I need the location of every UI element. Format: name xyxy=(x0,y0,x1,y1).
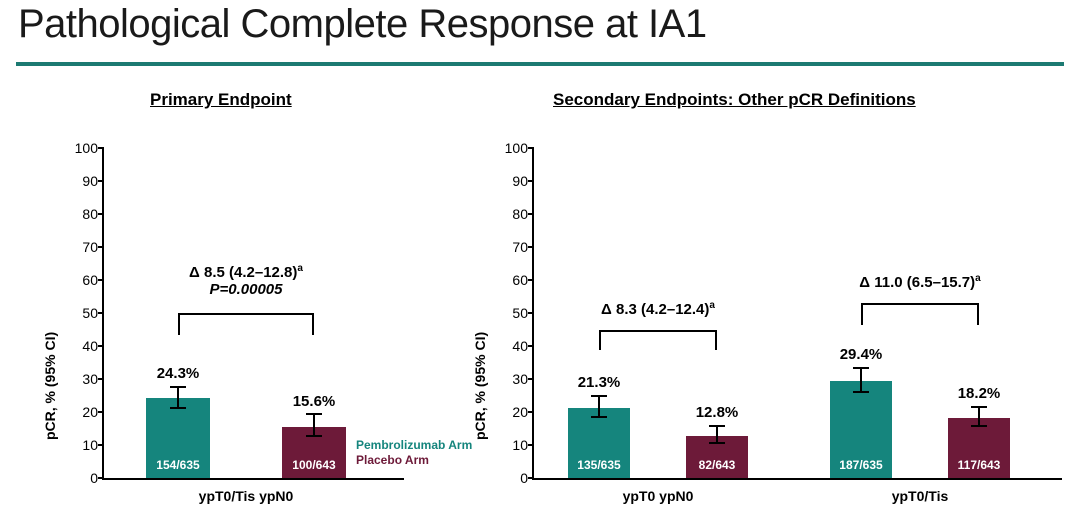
y-tick-label: 70 xyxy=(82,239,98,255)
y-tick-label: 10 xyxy=(82,437,98,453)
bar-fraction-label: 82/643 xyxy=(698,458,736,472)
bar-value-label: 15.6% xyxy=(292,393,336,410)
error-bar-cap-top xyxy=(591,395,607,397)
delta-value: Δ 8.3 (4.2–12.4) xyxy=(601,301,710,318)
error-bar-cap-top xyxy=(306,413,322,415)
y-tick-mark xyxy=(528,147,534,149)
y-tick-mark xyxy=(98,312,104,314)
comparison-bracket xyxy=(861,303,979,325)
y-tick-label: 40 xyxy=(512,338,528,354)
x-axis-label-ypt0-ypn0: ypT0 ypN0 xyxy=(622,488,694,504)
y-tick-label: 50 xyxy=(82,305,98,321)
panel-title-secondary: Secondary Endpoints: Other pCR Definitions xyxy=(553,90,916,109)
y-tick-mark xyxy=(98,378,104,380)
y-tick-mark xyxy=(528,213,534,215)
bar-pembro-ypt0tis xyxy=(830,381,892,478)
y-tick-label: 100 xyxy=(504,140,528,156)
y-tick-mark xyxy=(528,180,534,182)
error-bar xyxy=(177,387,179,409)
comparison-bracket xyxy=(599,330,717,350)
chart-primary-endpoint xyxy=(40,140,473,520)
bar-fraction-label: 154/635 xyxy=(156,458,200,472)
y-tick-mark xyxy=(98,444,104,446)
y-tick-label: 90 xyxy=(512,173,528,189)
y-tick-label: 100 xyxy=(74,140,98,156)
y-tick-mark xyxy=(98,279,104,281)
y-tick-mark xyxy=(528,246,534,248)
y-tick-mark xyxy=(98,411,104,413)
panel-title-primary: Primary Endpoint xyxy=(150,90,292,109)
bar-pembro-ypt0tis-ypn0 xyxy=(146,398,210,478)
error-bar-cap-bottom xyxy=(170,407,186,409)
legend-placebo: Placebo Arm xyxy=(356,453,429,467)
bar-fraction-label: 187/635 xyxy=(839,458,883,472)
y-tick-mark xyxy=(98,477,104,479)
bar-placebo-ypt0tis xyxy=(948,418,1010,478)
delta-annotation xyxy=(810,273,1030,291)
y-tick-mark xyxy=(528,345,534,347)
delta-annotation xyxy=(126,263,366,298)
y-axis-label: pCR, % (95% CI) xyxy=(472,331,488,440)
y-tick-label: 60 xyxy=(512,272,528,288)
bar-value-label: 29.4% xyxy=(839,346,883,363)
y-tick-label: 80 xyxy=(82,206,98,222)
error-bar xyxy=(860,369,862,392)
error-bar-cap-bottom xyxy=(853,391,869,393)
y-tick-label: 20 xyxy=(82,404,98,420)
error-bar-cap-bottom xyxy=(591,416,607,418)
y-tick-mark xyxy=(98,246,104,248)
title-divider xyxy=(16,62,1064,66)
footnote-marker: a xyxy=(709,300,715,311)
y-tick-label: 10 xyxy=(512,437,528,453)
legend-pembrolizumab: Pembrolizumab Arm xyxy=(356,438,473,452)
y-tick-mark xyxy=(528,411,534,413)
bar-value-label: 18.2% xyxy=(957,385,1001,402)
y-tick-label: 20 xyxy=(512,404,528,420)
y-axis-label: pCR, % (95% CI) xyxy=(42,331,58,440)
y-tick-label: 30 xyxy=(512,371,528,387)
bar-fraction-label: 117/643 xyxy=(957,458,1001,472)
error-bar xyxy=(313,415,315,437)
y-tick-mark xyxy=(528,444,534,446)
error-bar-cap-top xyxy=(971,406,987,408)
plot-area-left xyxy=(74,140,473,504)
error-bar xyxy=(598,397,600,418)
page-title: Pathological Complete Response at IA1 xyxy=(18,2,707,46)
bar-pembro-ypt0-ypn0 xyxy=(568,408,630,478)
error-bar-cap-bottom xyxy=(709,442,725,444)
error-bar-cap-top xyxy=(170,386,186,388)
error-bar-cap-top xyxy=(709,425,725,427)
footnote-marker: a xyxy=(297,263,303,274)
bar-value-label: 21.3% xyxy=(577,374,621,391)
footnote-marker: a xyxy=(975,273,981,284)
bar-value-label: 12.8% xyxy=(695,404,739,421)
bar-fraction-label: 100/643 xyxy=(292,458,336,472)
y-tick-label: 40 xyxy=(82,338,98,354)
x-axis-label-ypt0tis-ypn0: ypT0/Tis ypN0 xyxy=(198,488,294,504)
delta-value: Δ 11.0 (6.5–15.7) xyxy=(859,274,976,291)
y-tick-label: 80 xyxy=(512,206,528,222)
y-tick-label: 70 xyxy=(512,239,528,255)
y-tick-mark xyxy=(528,477,534,479)
y-tick-mark xyxy=(98,345,104,347)
y-tick-label: 0 xyxy=(90,470,98,486)
y-tick-label: 50 xyxy=(512,305,528,321)
y-tick-mark xyxy=(98,180,104,182)
y-tick-label: 30 xyxy=(82,371,98,387)
y-tick-mark xyxy=(98,147,104,149)
plot-area-right xyxy=(504,140,1062,504)
error-bar-cap-bottom xyxy=(971,425,987,427)
comparison-bracket xyxy=(178,313,314,335)
y-tick-label: 0 xyxy=(520,470,528,486)
y-tick-mark xyxy=(528,378,534,380)
y-tick-mark xyxy=(98,213,104,215)
p-value: P=0.00005 xyxy=(209,281,283,298)
error-bar-cap-top xyxy=(853,367,869,369)
bar-fraction-label: 135/635 xyxy=(577,458,621,472)
error-bar-cap-bottom xyxy=(306,435,322,437)
chart-secondary-endpoints xyxy=(470,140,1070,520)
x-axis-label-ypt0tis: ypT0/Tis xyxy=(891,488,949,504)
y-tick-mark xyxy=(528,279,534,281)
delta-annotation xyxy=(548,300,768,318)
y-tick-label: 60 xyxy=(82,272,98,288)
y-tick-mark xyxy=(528,312,534,314)
delta-value: Δ 8.5 (4.2–12.8) xyxy=(189,264,298,281)
bar-value-label: 24.3% xyxy=(156,365,200,382)
y-tick-label: 90 xyxy=(82,173,98,189)
